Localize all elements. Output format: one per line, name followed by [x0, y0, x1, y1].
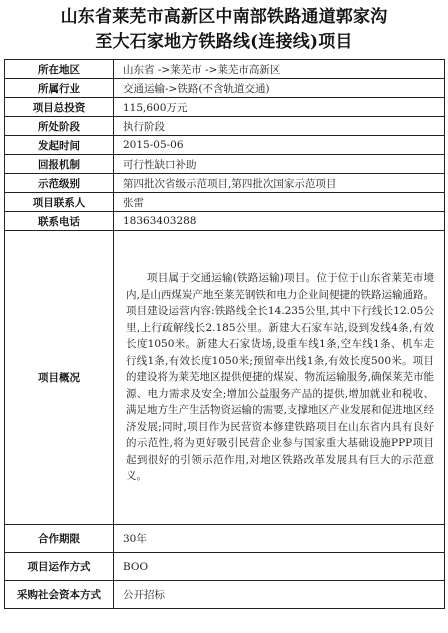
contact-value: 张雷 — [114, 193, 445, 212]
demo-level-label: 示范级别 — [5, 174, 114, 193]
title-line-2: 至大石家地方铁路线(连接线)项目 — [95, 31, 353, 52]
row-cooperation-term — [5, 525, 445, 553]
operation-mode-value: BOO — [114, 553, 445, 581]
row-start-date — [5, 136, 445, 155]
row-overview — [5, 231, 445, 525]
contact-label: 项目联系人 — [5, 193, 114, 212]
return-mechanism-value: 可行性缺口补助 — [114, 155, 445, 174]
row-region — [5, 60, 445, 79]
industry-label: 所属行业 — [5, 79, 114, 98]
document-title — [0, 0, 448, 59]
overview-text: 项目属于交通运输(铁路运输)项目。位于位于山东省莱芜市境内,是山西煤炭产地至莱芜钢铁和电力企业间便捷的铁路运输通路。项目建设运营内容:铁路线全长14.235公里,其中下行线长12.05公里,上行疏解线长2.185公里。新建大石家车站,设到发线4条,有效长度1050米。新建大石家货场,设重车线1条,空车线1条、机车走行线1条,有效长度1050米;预留牵出线1条,有效长度500米。项目的建设将为莱芜地区提供便捷的煤炭、物流运输服务,确保莱芜市能源、电力需求及安全;增加公益服务产品的提供,增加就业和税收、满足地方生产生活物资运输的需要,支撑地区产业发展和促进地区经济发展;同时,项目作为民营资本修建铁路项目在山东省内具有良好的示范性,将为更好吸引民营企业参与国家重大基础设施PPP项目起到很好的引领示范作用,对地区铁路改革发展具有巨大的示范意义。 — [126, 272, 434, 483]
row-industry — [5, 79, 445, 98]
investment-value: 115,600万元 — [114, 98, 445, 117]
row-operation-mode — [5, 553, 445, 581]
row-phone — [5, 212, 445, 231]
region-value: 山东省 ->莱芜市 ->莱芜市高新区 — [114, 60, 445, 79]
row-investment — [5, 98, 445, 117]
start-date-label: 发起时间 — [5, 136, 114, 155]
phone-value: 18363403288 — [114, 212, 445, 231]
stage-label: 所处阶段 — [5, 117, 114, 136]
row-return-mechanism — [5, 155, 445, 174]
return-mechanism-label: 回报机制 — [5, 155, 114, 174]
overview-cell — [114, 231, 445, 525]
cooperation-term-label: 合作期限 — [5, 525, 114, 553]
project-info-table — [4, 59, 445, 609]
region-label: 所在地区 — [5, 60, 114, 79]
stage-value: 执行阶段 — [114, 117, 445, 136]
industry-value: 交通运输->铁路(不含轨道交通) — [114, 79, 445, 98]
row-procurement-method — [5, 581, 445, 609]
cooperation-term-value: 30年 — [114, 525, 445, 553]
overview-label: 项目概况 — [5, 231, 114, 525]
demo-level-value: 第四批次省级示范项目,第四批次国家示范项目 — [114, 174, 445, 193]
phone-label: 联系电话 — [5, 212, 114, 231]
row-contact — [5, 193, 445, 212]
start-date-value: 2015-05-06 — [114, 136, 445, 155]
title-line-1: 山东省莱芜市高新区中南部铁路通道郭家沟 — [60, 6, 388, 27]
operation-mode-label: 项目运作方式 — [5, 553, 114, 581]
row-demo-level — [5, 174, 445, 193]
investment-label: 项目总投资 — [5, 98, 114, 117]
procurement-method-value: 公开招标 — [114, 581, 445, 609]
procurement-method-label: 采购社会资本方式 — [5, 581, 114, 609]
row-stage — [5, 117, 445, 136]
